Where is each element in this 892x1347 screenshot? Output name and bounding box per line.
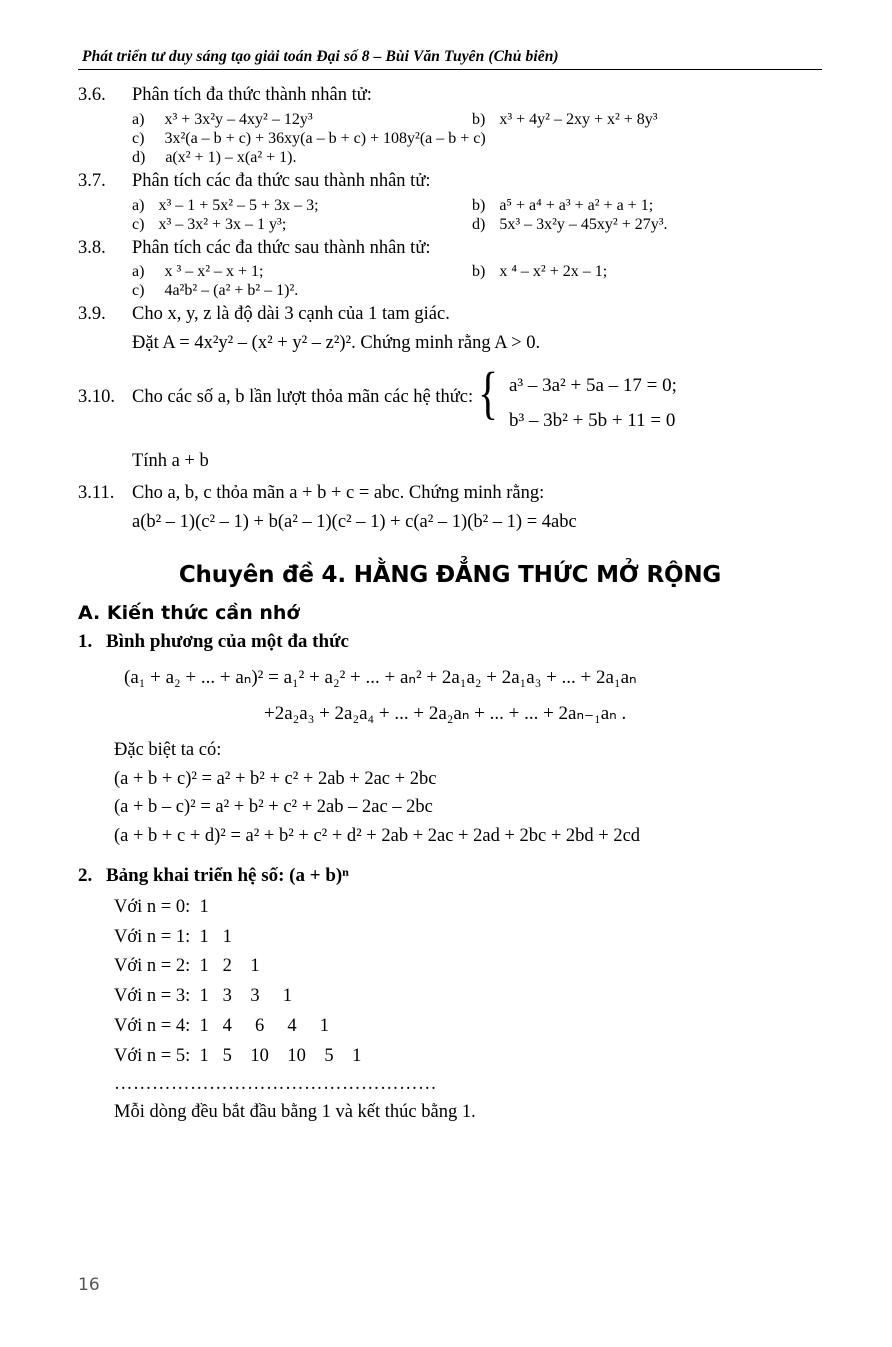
item-2-title: Bảng khai triển hệ số: (a + b)ⁿ <box>106 864 349 886</box>
formula-line-1: (a₁ + a₂ + ... + aₙ)² = a₁² + a₂² + ... + aₙ² + 2a₁a₂ + 2a₁a₃ + ... + 2a₁aₙ <box>124 667 637 689</box>
equation-2: b³ – 3b² + 5b + 11 = 0 <box>508 409 676 431</box>
part-label: a) <box>132 196 145 214</box>
exercise-part <box>132 130 486 148</box>
exercise-3-9 <box>78 301 822 358</box>
exercise-part <box>132 149 296 167</box>
exercise-prompt: Phân tích đa thức thành nhân tử: <box>132 85 372 105</box>
exercise-prompt: Phân tích các đa thức sau thành nhân tử: <box>132 237 431 258</box>
exercise-3-10 <box>78 359 822 476</box>
part-text: a⁵ + a⁴ + a³ + a² + a + 1; <box>499 196 654 214</box>
pascal-row: Với n = 1: 1 1 <box>114 926 232 947</box>
part-text: x ³ – x² – x + 1; <box>164 263 264 281</box>
exercise-number: 3.11. <box>78 482 115 503</box>
part-label: b) <box>472 110 486 128</box>
exercise-line: Đặt A = 4x²y² – (x² + y² – z²)². Chứng minh rằng A > 0. <box>132 333 541 353</box>
special-case-note: Đặc biệt ta có: <box>114 740 222 761</box>
equation-1: a³ – 3a² + 5a – 17 = 0; <box>508 374 677 396</box>
exercise-part <box>132 216 472 234</box>
exercise-number: 3.6. <box>78 85 106 105</box>
exercise-parts-row-1 <box>78 263 822 281</box>
identity-line: (a + b + c + d)² = a² + b² + c² + d² + 2ab + 2ac + 2ad + 2bc + 2bd + 2cd <box>114 825 641 846</box>
part-label: a) <box>132 110 145 128</box>
part-text: x³ – 3x² + 3x – 1 y³; <box>158 215 287 233</box>
exercise-part <box>132 282 298 300</box>
part-text: x³ – 1 + 5x² – 5 + 3x – 3; <box>158 196 319 214</box>
exercise-parts-row-2 <box>78 216 822 234</box>
item-2-index: 2. <box>78 864 93 886</box>
item-1-title: Bình phương của một đa thức <box>106 631 349 653</box>
identity-line: (a + b – c)² = a² + b² + c² + 2ab – 2ac – 2bc <box>114 797 433 818</box>
pascal-ellipsis: …………………………………………… <box>114 1074 437 1095</box>
exercise-3-8 <box>78 235 822 301</box>
exercise-number: 3.9. <box>78 304 106 325</box>
pascal-row: Với n = 3: 1 3 3 1 <box>114 986 292 1007</box>
pascal-closing-note: Mỗi dòng đều bắt đầu bằng 1 và kết thúc bằng 1. <box>114 1102 476 1123</box>
exercise-part <box>472 111 822 129</box>
exercise-line: a(b² – 1)(c² – 1) + b(a² – 1)(c² – 1) + c(a² – 1)(b² – 1) = 4abc <box>132 511 577 532</box>
part-text: x ⁴ – x² + 2x – 1; <box>499 263 608 281</box>
part-label: b) <box>472 196 486 214</box>
part-text: x³ + 3x²y – 4xy² – 12y³ <box>164 110 313 128</box>
part-label: b) <box>472 263 486 281</box>
exercise-3-11 <box>78 480 822 537</box>
exercise-number: 3.10. <box>78 386 115 407</box>
exercise-parts-row-3 <box>78 149 822 167</box>
pascal-row: Với n = 2: 1 2 1 <box>114 956 260 977</box>
identity-line: (a + b + c)² = a² + b² + c² + 2ab + 2ac + 2bc <box>114 768 437 789</box>
part-label: c) <box>132 215 145 233</box>
exercise-prompt-row <box>78 301 822 329</box>
exercise-line: Tính a + b <box>132 451 209 472</box>
exercise-3-6 <box>78 82 822 167</box>
item-1-index: 1. <box>78 631 93 653</box>
part-text: 4a²b² – (a² + b² – 1)². <box>164 282 299 300</box>
part-label: d) <box>472 215 486 233</box>
exercise-3-7 <box>78 168 822 234</box>
exercise-part <box>472 216 822 234</box>
exercise-prompt: Cho a, b, c thỏa mãn a + b + c = abc. Chứng minh rằng: <box>132 482 545 503</box>
running-header: Phát triển tư duy sáng tạo giải toán Đại số 8 – Bùi Văn Tuyên (Chủ biên) <box>82 48 559 65</box>
header-divider <box>78 69 822 70</box>
exercise-prompt-row <box>78 82 822 110</box>
exercise-number: 3.7. <box>78 170 106 191</box>
item-1-heading <box>78 631 822 653</box>
exercise-prompt: Cho các số a, b lần lượt thỏa mãn các hệ thức: <box>132 386 474 407</box>
system-equations <box>509 368 677 438</box>
exercise-parts-row-1 <box>78 197 822 215</box>
exercise-part <box>472 263 822 281</box>
formula-line-2: +2a₂a₃ + 2a₂a₄ + ... + 2a₂aₙ + ... + ... + 2aₙ₋₁aₙ . <box>264 703 627 725</box>
part-text: a(x² + 1) – x(a² + 1). <box>165 148 297 166</box>
exercise-part <box>132 263 472 281</box>
page-number: 16 <box>78 1275 100 1295</box>
exercise-part <box>472 197 822 215</box>
part-label: d) <box>132 148 146 166</box>
chapter-title: Chuyên đề 4. HẰNG ĐẲNG THỨC MỞ RỘNG <box>178 562 722 589</box>
exercise-parts-row-1 <box>78 111 822 129</box>
exercise-prompt: Cho x, y, z là độ dài 3 cạnh của 1 tam giác. <box>132 304 450 325</box>
part-label: c) <box>132 282 145 300</box>
exercise-parts-row-2 <box>78 282 822 300</box>
exercise-prompt: Phân tích các đa thức sau thành nhân tử: <box>132 170 431 191</box>
pascal-row: Với n = 4: 1 4 6 4 1 <box>114 1016 329 1037</box>
exercise-part <box>132 111 472 129</box>
part-text: 3x²(a – b + c) + 36xy(a – b + c) + 108y²(a – b + c) <box>164 129 486 147</box>
exercise-parts-row-2 <box>78 130 822 148</box>
part-label: c) <box>132 129 145 147</box>
exercise-prompt-row <box>78 235 822 263</box>
exercise-part <box>132 197 472 215</box>
item-2-heading <box>78 865 822 887</box>
exercise-prompt-row <box>78 168 822 196</box>
exercise-prompt-row <box>78 480 822 508</box>
part-label: a) <box>132 263 145 281</box>
part-text: x³ + 4y² – 2xy + x² + 8y³ <box>499 110 658 128</box>
pascal-row: Với n = 0: 1 <box>114 896 209 917</box>
part-text: 5x³ – 3x²y – 45xy² + 27y³. <box>499 215 668 233</box>
system-brace: { <box>478 359 499 425</box>
exercise-system-row <box>78 359 822 438</box>
pascal-row: Với n = 5: 1 5 10 10 5 1 <box>114 1046 362 1067</box>
exercise-number: 3.8. <box>78 237 106 258</box>
section-heading-a: A. Kiến thức cần nhớ <box>78 602 300 625</box>
